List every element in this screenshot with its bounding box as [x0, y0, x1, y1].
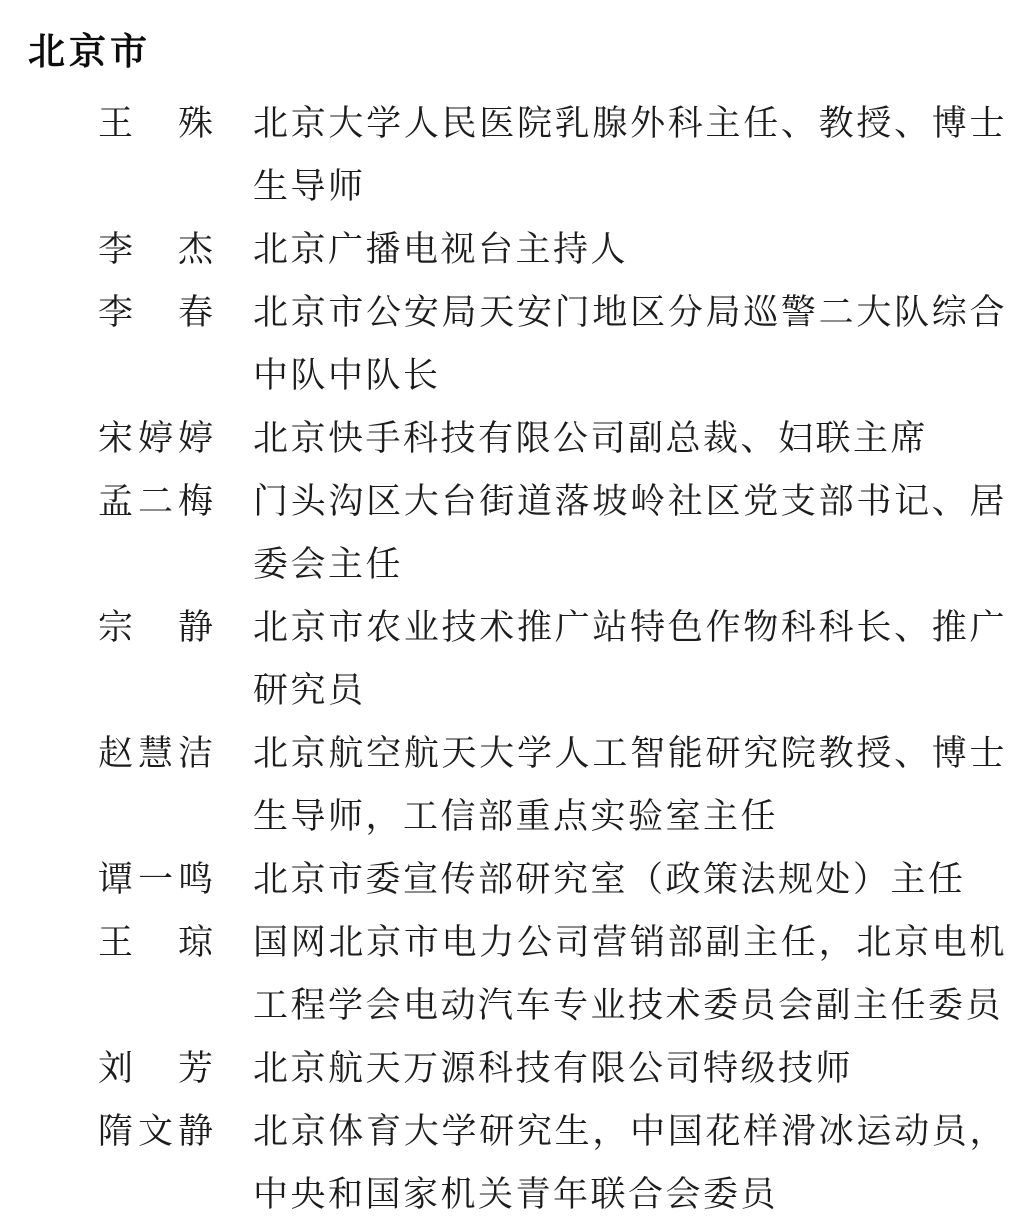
list-item	[0, 92, 1025, 218]
person-description: 北京体育大学研究生，中国花样滑冰运动员，中央和国家机关青年联合会委员	[253, 1112, 1007, 1214]
list-item	[0, 1037, 1025, 1100]
person-name: 宗静	[98, 608, 213, 647]
person-description: 北京市农业技术推广站特色作物科科长、推广研究员	[253, 608, 1007, 710]
person-description: 国网北京市电力公司营销部副主任，北京电机工程学会电动汽车专业技术委员会副主任委员	[253, 923, 1007, 1025]
person-name: 李杰	[98, 230, 213, 269]
person-name: 李春	[98, 293, 213, 332]
list-item	[0, 470, 1025, 596]
list-item	[0, 848, 1025, 911]
list-item	[0, 1100, 1025, 1226]
list-item	[0, 911, 1025, 1037]
person-name: 王殊	[98, 104, 213, 143]
person-name: 谭一鸣	[98, 860, 213, 899]
person-description: 北京市公安局天安门地区分局巡警二大队综合中队中队长	[253, 293, 1007, 395]
person-name: 刘芳	[98, 1049, 213, 1088]
person-name: 赵慧洁	[98, 734, 213, 773]
page-title: 北京市	[28, 31, 151, 72]
person-description: 北京航天万源科技有限公司特级技师	[253, 1049, 854, 1088]
list-item	[0, 596, 1025, 722]
person-description: 北京航空航天大学人工智能研究院教授、博士生导师，工信部重点实验室主任	[253, 734, 1007, 836]
person-description: 北京市委宣传部研究室（政策法规处）主任	[253, 860, 966, 899]
person-name: 隋文静	[98, 1112, 213, 1151]
person-name: 孟二梅	[98, 482, 213, 521]
person-name: 宋婷婷	[98, 419, 213, 458]
list-item	[0, 281, 1025, 407]
list-item	[0, 407, 1025, 470]
person-description: 北京广播电视台主持人	[253, 230, 629, 269]
person-name: 王琼	[98, 923, 213, 962]
person-description: 门头沟区大台街道落坡岭社区党支部书记、居委会主任	[253, 482, 1007, 584]
honor-roll-list	[0, 92, 1025, 1226]
person-description: 北京快手科技有限公司副总裁、妇联主席	[253, 419, 929, 458]
list-item	[0, 218, 1025, 281]
list-item	[0, 722, 1025, 848]
person-description: 北京大学人民医院乳腺外科主任、教授、博士生导师	[253, 104, 1007, 206]
